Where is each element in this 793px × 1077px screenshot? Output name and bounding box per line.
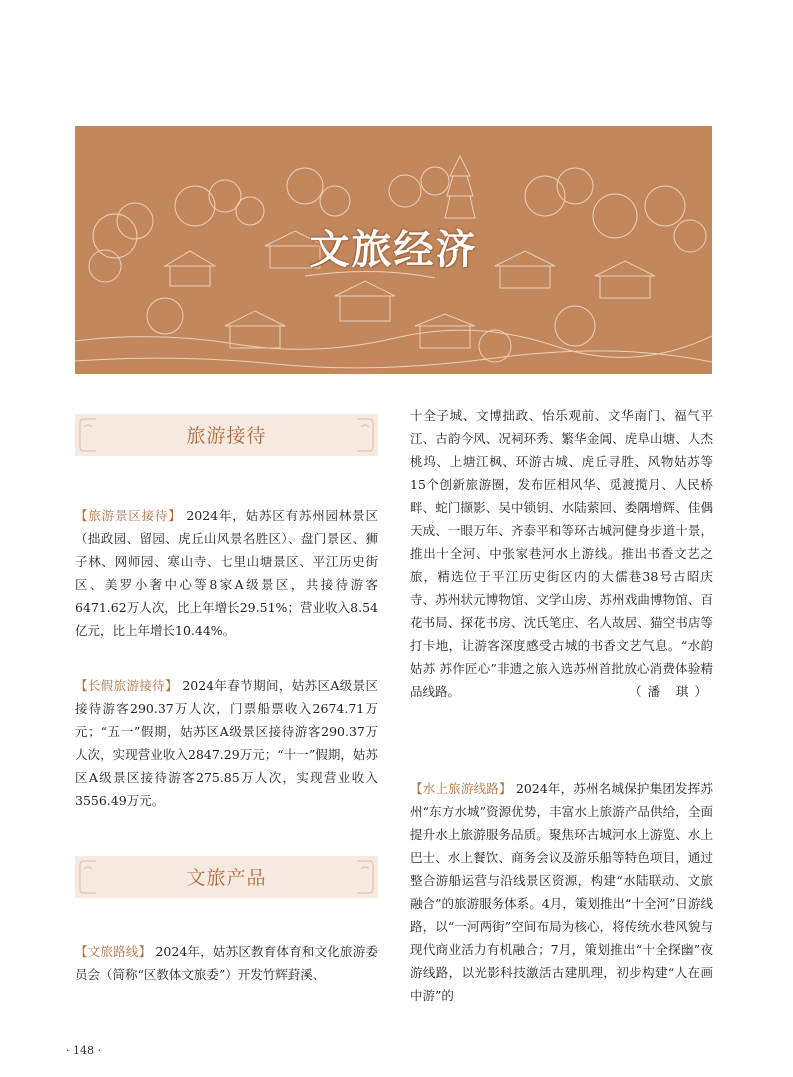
paragraph-cultural-routes-continued	[410, 404, 713, 703]
chapter-banner	[75, 126, 712, 374]
paragraph-text: 2024年，姑苏区有苏州园林景区（拙政园、留园、虎丘山风景名胜区）、盘门景区、狮子林、网师园、寒山寺、七里山塘景区、平江历史街区、美罗小奢中心等8家A级景区，共接待游客6471.62万人次，比上年增长29.51%；营业收入8.54亿元，比上年增长10.44%。	[75, 508, 378, 638]
page-number: · 148 ·	[66, 1044, 101, 1057]
paragraph-text: 十全子城、文博拙政、怡乐观前、文华南门、福气平江、古韵今风、况祠环秀、繁华金阊、虎阜山塘、人杰桃坞、上塘江枫、环游古城、虎丘寻胜、风物姑苏等15个创新旅游圈，发布匠相风华、觅渡揽月、人民桥畔、蛇门撷影、吴中锁钥、水陆萦回、娄隅增辉、佳偶天成、一眼万年、齐泰平和等环古城河健身步道十景，推出十全河、中张家巷河水上游线。推出书香文艺之旅，精选位于平江历史街区内的大儒巷38号古昭庆寺、苏州状元博物馆、文学山房、苏州戏曲博物馆、百花书局、探花书房、沈氏笔庄、名人故居、猫空书店等打卡地，让游客深度感受古城的书香文艺气息。“水韵姑苏 苏作匠心”非遗之旅入选苏州首批放心消费体验精品线路。	[410, 408, 713, 699]
paragraph-water-routes	[410, 777, 713, 1007]
section-title: 旅游接待	[186, 425, 267, 447]
author-signature: （潘 琪）	[629, 684, 713, 699]
paragraph-tag: 【旅游景区接待】	[75, 508, 182, 523]
paragraph-text: 2024年，苏州名城保护集团发挥苏州“东方水城”资源优势，丰富水上旅游产品供给，全面提升水上旅游服务品质。聚焦环古城河水上游览、水上巴士、水上餐饮、商务会议及游乐船等特色项目，通过整合游船运营与沿线景区资源，构建“水陆联动、文旅融合”的旅游服务体系。4月，策划推出“十全河”日游线路，以“一河两街”空间布局为核心，将传统水巷风貌与现代商业活力有机融合；7月，策划推出“十全探幽”夜游线路，以光影科技激活古建肌理，初步构建“人在画中游”的	[410, 781, 714, 1003]
section-title: 文旅产品	[186, 867, 267, 889]
paragraph-tag: 【长假旅游接待】	[75, 678, 178, 693]
section-header-cultural-products	[75, 856, 378, 898]
banner-title: 文旅经济	[309, 227, 478, 273]
paragraph-cultural-routes	[75, 940, 378, 986]
paragraph-tag: 【文旅路线】	[75, 944, 152, 959]
paragraph-text: 2024年，姑苏区教育体育和文化旅游委员会（简称“区教体文旅委”）开发竹辉葑溪、	[75, 944, 378, 982]
paragraph-tag: 【水上旅游线路】	[410, 781, 512, 796]
paragraph-holiday-reception	[75, 674, 378, 812]
paragraph-scenic-reception	[75, 504, 378, 642]
paragraph-text: 2024年春节期间，姑苏区A级景区接待游客290.37万人次，门票船票收入2674.71万元；“五一”假期，姑苏区A级景区接待游客290.37万人次，实现营业收入2847.29万元；“十一”假期，姑苏区A级景区接待游客275.85万人次，实现营业收入3556.49万元。	[75, 678, 378, 808]
section-header-tourism-reception	[75, 414, 378, 456]
